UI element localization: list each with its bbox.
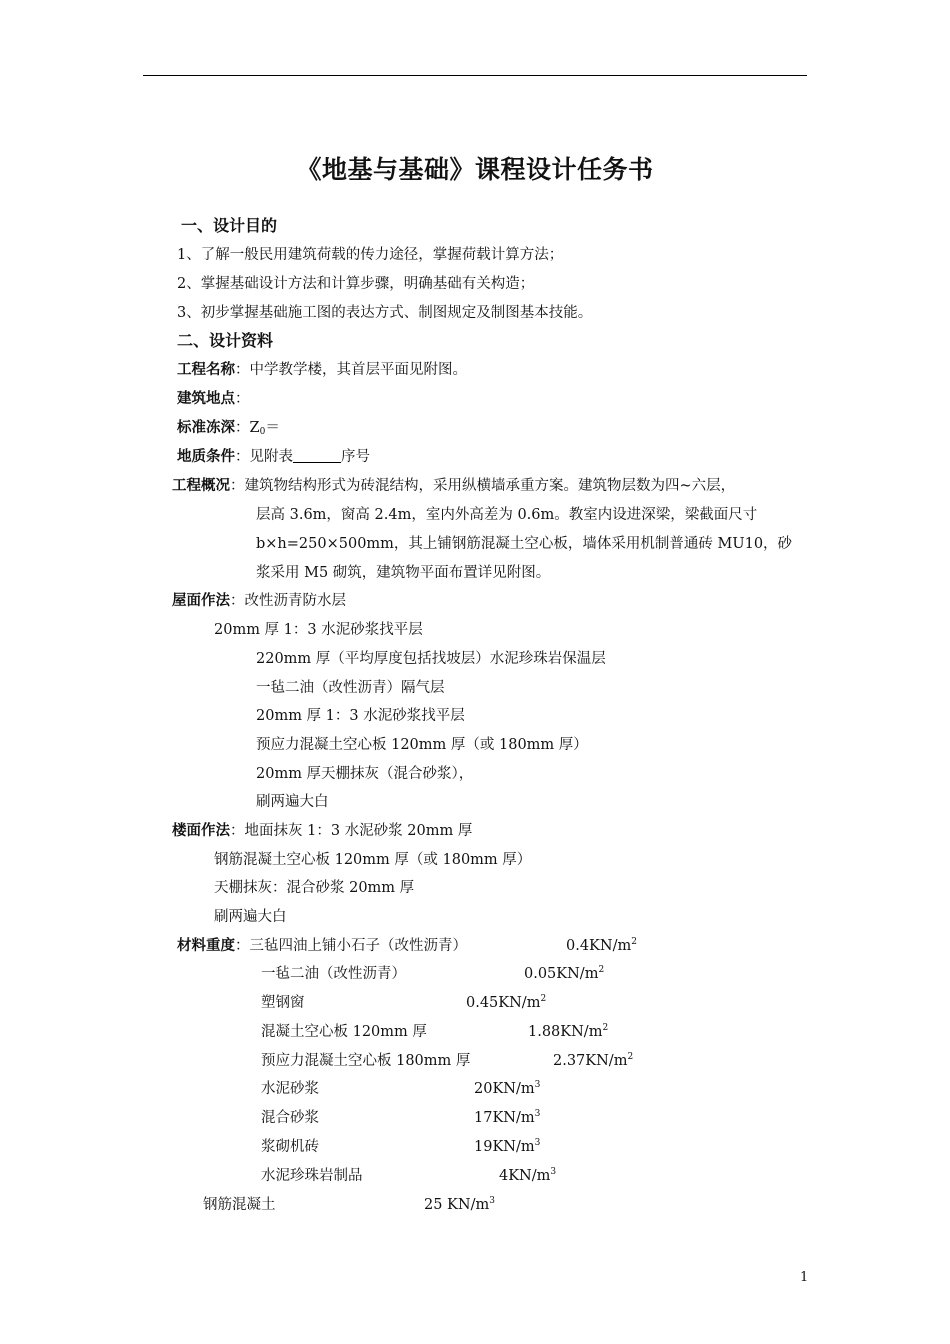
location-row — [177, 389, 250, 409]
frost-depth-label: 标准冻深 — [177, 420, 235, 436]
roof-layer: 刷两遍大白 — [256, 794, 329, 810]
overview-line: b×h=250×500mm，其上铺钢筋混凝土空心板，墙体采用机制普通砖 MU10，砂 — [256, 536, 793, 552]
material-name: 水泥砂浆 — [261, 1081, 319, 1097]
overview-row — [172, 476, 735, 496]
roof-layer: 预应力混凝土空心板 120mm 厚（或 180mm 厚） — [256, 737, 588, 753]
overview-line: 层高 3.6m，窗高 2.4m，室内外高差为 0.6m。教室内设进深梁，梁截面尺寸 — [256, 507, 758, 523]
material-value: $0.05KN/m^2$ — [524, 965, 605, 982]
frost-depth-suffix: ＝ — [265, 420, 280, 436]
roof-layer: ：改性沥青防水层 — [230, 593, 346, 609]
project-name-value: ：中学教学楼，其首层平面见附图。 — [235, 362, 467, 378]
roof-layer: 20mm 厚天棚抹灰（混合砂浆）， — [256, 766, 474, 782]
material-name: 浆砌机砖 — [261, 1139, 319, 1155]
roof-layer: 20mm 厚 1：3 水泥砂浆找平层 — [256, 708, 465, 724]
purpose-item: 2、掌握基础设计方法和计算步骤，明确基础有关构造； — [177, 276, 535, 292]
roof-row — [172, 591, 346, 611]
overview-line: ：建筑物结构形式为砖混结构，采用纵横墙承重方案。建筑物层数为四~六层， — [230, 478, 736, 494]
header-rule — [143, 75, 807, 76]
material-value: $0.4KN/m^2$ — [566, 937, 637, 954]
frost-depth-prefix: ：Z — [235, 420, 260, 436]
roof-label: 屋面作法 — [172, 593, 230, 609]
page-number: 1 — [800, 1270, 809, 1285]
material-value: $1.88KN/m^2$ — [528, 1023, 609, 1040]
materials-row — [177, 936, 467, 956]
material-value: 25 $KN/m^3$ — [424, 1196, 495, 1213]
geology-suffix: 序号 — [341, 449, 370, 465]
location-label: 建筑地点 — [177, 391, 235, 407]
location-value: ： — [235, 391, 250, 407]
overview-label: 工程概况 — [172, 478, 230, 494]
frost-depth-row — [177, 418, 280, 438]
overview-line: 浆采用 M5 砌筑，建筑物平面布置详见附图。 — [256, 565, 551, 581]
project-name-label: 工程名称 — [177, 362, 235, 378]
floor-layer: 钢筋混凝土空心板 120mm 厚（或 180mm 厚） — [214, 852, 532, 868]
material-name: 一毡二油（改性沥青） — [261, 966, 406, 982]
material-value: $19KN/m^3$ — [474, 1138, 541, 1155]
section-heading-materials: 二、设计资料 — [177, 331, 274, 350]
material-value: $17KN/m^3$ — [474, 1109, 541, 1126]
section-heading-purpose: 一、设计目的 — [181, 216, 278, 235]
floor-layer: ：地面抹灰 1：3 水泥砂浆 20mm 厚 — [230, 823, 473, 839]
material-name: 塑钢窗 — [261, 995, 305, 1011]
material-name: 预应力混凝土空心板 180mm 厚 — [261, 1053, 471, 1069]
floor-layer: 天棚抹灰：混合砂浆 20mm 厚 — [214, 880, 415, 896]
material-value: $4KN/m^3$ — [499, 1167, 557, 1184]
material-value: $20KN/m^3$ — [474, 1080, 541, 1097]
materials-label: 材料重度 — [177, 938, 235, 954]
material-name: 水泥珍珠岩制品 — [261, 1168, 363, 1184]
project-name-row — [177, 360, 467, 380]
purpose-item: 3、初步掌握基础施工图的表达方式、制图规定及制图基本技能。 — [177, 305, 593, 321]
roof-layer: 220mm 厚（平均厚度包括找坡层）水泥珍珠岩保温层 — [256, 651, 606, 667]
material-name: ：三毡四油上铺小石子（改性沥青） — [235, 938, 467, 954]
floor-layer: 刷两遍大白 — [214, 909, 287, 925]
page-title: 《地基与基础》课程设计任务书 — [296, 155, 654, 184]
floor-label: 楼面作法 — [172, 823, 230, 839]
purpose-item: 1、了解一般民用建筑荷载的传力途径，掌握荷载计算方法； — [177, 247, 564, 263]
material-name: 钢筋混凝土 — [203, 1197, 276, 1213]
geology-prefix: ：见附表 — [235, 449, 293, 465]
roof-layer: 20mm 厚 1：3 水泥砂浆找平层 — [214, 622, 423, 638]
material-value: $2.37KN/m^2$ — [553, 1052, 634, 1069]
roof-layer: 一毡二油（改性沥青）隔气层 — [256, 680, 445, 696]
frost-depth-subscript: 0 — [259, 427, 266, 437]
geology-row — [177, 447, 370, 467]
material-value: $0.45KN/m^2$ — [466, 994, 547, 1011]
geology-label: 地质条件 — [177, 449, 235, 465]
floor-row — [172, 821, 472, 841]
material-name: 混合砂浆 — [261, 1110, 319, 1126]
geology-blank-line — [293, 448, 341, 463]
material-name: 混凝土空心板 120mm 厚 — [261, 1024, 427, 1040]
